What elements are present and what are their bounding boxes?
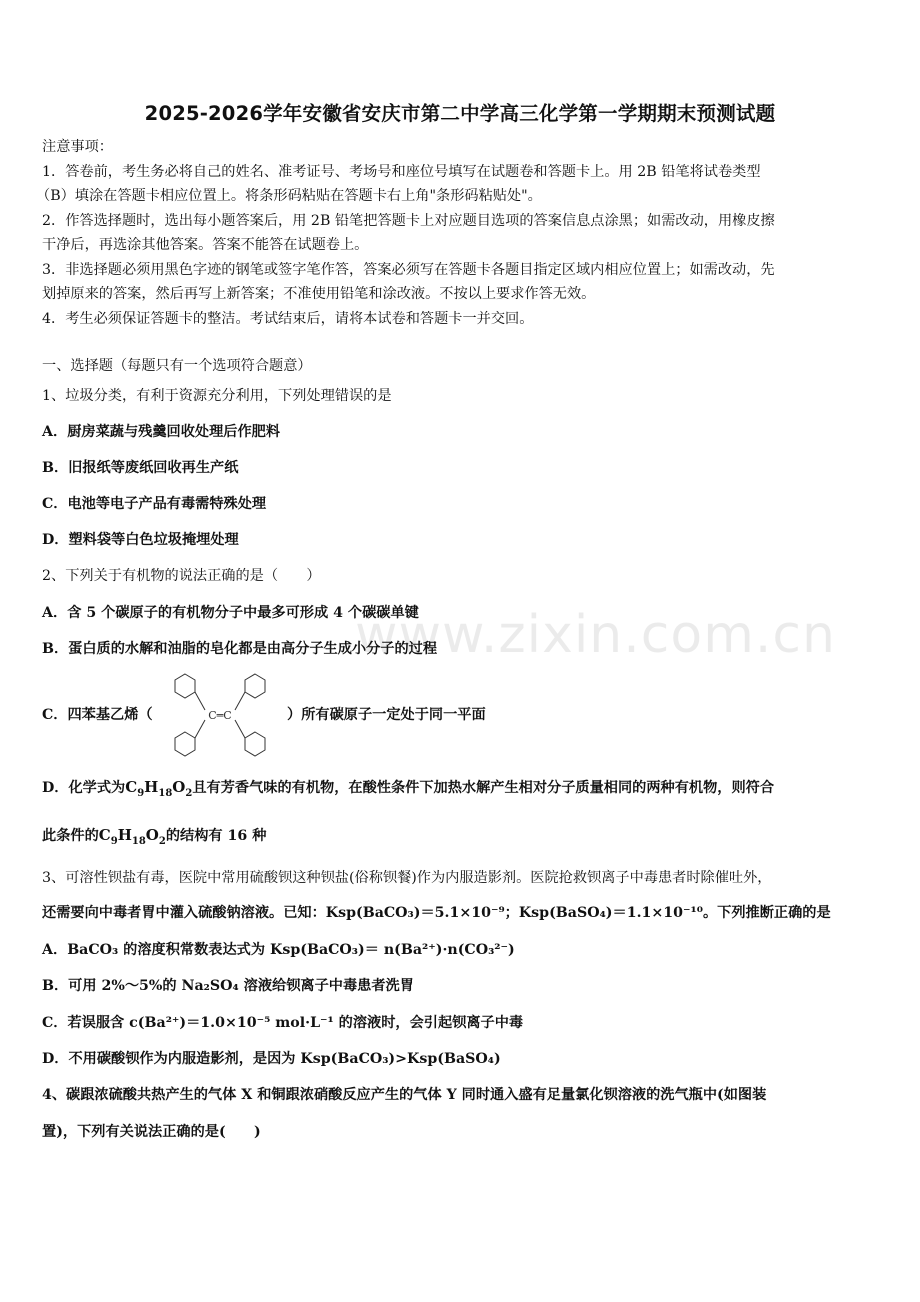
q2-option-a: A．含 5 个碳原子的有机物分子中最多可形成 4 个碳碳单键 [42, 605, 419, 621]
q3-stem-line1: 3、可溶性钡盐有毒，医院中常用硫酸钡这种钡盐(俗称钡餐)作为内服造影剂。医院抢救钡离子中毒患者时除催吐外， [42, 870, 772, 886]
notice-heading: 注意事项： [42, 139, 113, 155]
notice-item-3a: 3．非选择题必须用黑色字迹的钢笔或签字笔作答，答案必须写在答题卡各题目指定区域内相应位置上；如需改动，先 [42, 262, 775, 278]
section-heading: 一、选择题（每题只有一个选项符合题意） [42, 358, 312, 374]
q2-option-d [42, 777, 774, 798]
q3-stem-line2: 还需要向中毒者胃中灌入硫酸钠溶液。已知：Ksp(BaCO₃)＝5.1×10⁻⁹；Ksp(BaSO₄)＝1.1×10⁻¹⁰。下列推断正确的是 [42, 905, 831, 921]
notice-item-3b: 划掉原来的答案，然后再写上新答案；不准使用铅笔和涂改液。不按以上要求作答无效。 [42, 286, 596, 302]
molecule-center-label: C═C [208, 709, 232, 722]
q1-option-b: B．旧报纸等废纸回收再生产纸 [42, 460, 239, 476]
notice-item-1b: （B）填涂在答题卡相应位置上。将条形码粘贴在答题卡右上角"条形码粘贴处"。 [36, 188, 542, 204]
notice-item-2b: 干净后，再选涂其他答案。答案不能答在试题卷上。 [42, 237, 369, 253]
q4-stem-line1: 4、碳跟浓硫酸共热产生的气体 X 和铜跟浓硝酸反应产生的气体 Y 同时通入盛有足量氯化钡溶液的洗气瓶中(如图装 [42, 1087, 767, 1103]
notice-item-1a: 1．答卷前，考生务必将自己的姓名、准考证号、考场号和座位号填写在试题卷和答题卡上。用 2B 铅笔将试卷类型 [42, 164, 761, 180]
q2-option-d-suffix: 且有芳香气味的有机物，在酸性条件下加热水解产生相对分子质量相同的两种有机物，则符合 [192, 780, 775, 796]
q1-option-c: C．电池等电子产品有毒需特殊处理 [42, 496, 267, 512]
tetraphenylethylene-structure [163, 672, 283, 760]
formula-c9h18o2: $C_9H_{18}O_2$ [125, 778, 193, 799]
q3-option-c: C．若误服含 c(Ba²⁺)＝1.0×10⁻⁵ mol·L⁻¹ 的溶液时，会引起钡离子中毒 [42, 1015, 524, 1031]
q1-option-d: D．塑料袋等白色垃圾掩埋处理 [42, 532, 239, 548]
q3-option-a: A．BaCO₃ 的溶度积常数表达式为 Ksp(BaCO₃)＝ n(Ba²⁺)·n(CO₃²⁻) [42, 942, 515, 958]
q2-option-d-line2: 此条件的$C_9H_{18}O_2$的结构有 16 种 [42, 826, 267, 847]
q2-option-c-suffix: ）所有碳原子一定处于同一平面 [287, 707, 486, 723]
watermark: www.zixin.com.cn [355, 605, 836, 665]
q1-option-a: A．厨房菜蔬与残羹回收处理后作肥料 [42, 424, 281, 440]
q2-option-c-prefix: C．四苯基乙烯（ [42, 707, 153, 723]
notice-item-4: 4．考生必须保证答题卡的整洁。考试结束后，请将本试卷和答题卡一并交回。 [42, 311, 534, 327]
q1-stem: 1、垃圾分类，有利于资源充分利用，下列处理错误的是 [42, 388, 392, 404]
q2-option-d-prefix: D．化学式为 [42, 780, 126, 796]
q4-stem-line2: 置)，下列有关说法正确的是( ) [42, 1124, 261, 1140]
page-title: 2025-2026学年安徽省安庆市第二中学高三化学第一学期期末预测试题 [144, 102, 776, 125]
q3-option-b: B．可用 2%～5%的 Na₂SO₄ 溶液给钡离子中毒患者洗胃 [42, 978, 414, 994]
formula-c9h18o2-2: $C_9H_{18}O_2$ [98, 826, 166, 847]
notice-item-2a: 2．作答选择题时，选出每小题答案后，用 2B 铅笔把答题卡上对应题目选项的答案信息点涂黑；如需改动，用橡皮擦 [42, 213, 775, 229]
q3-option-d: D．不用碳酸钡作为内服造影剂，是因为 Ksp(BaCO₃)>Ksp(BaSO₄) [42, 1051, 501, 1067]
q2-option-b: B．蛋白质的水解和油脂的皂化都是由高分子生成小分子的过程 [42, 641, 438, 657]
q2-stem: 2、下列关于有机物的说法正确的是（ ） [42, 568, 321, 584]
